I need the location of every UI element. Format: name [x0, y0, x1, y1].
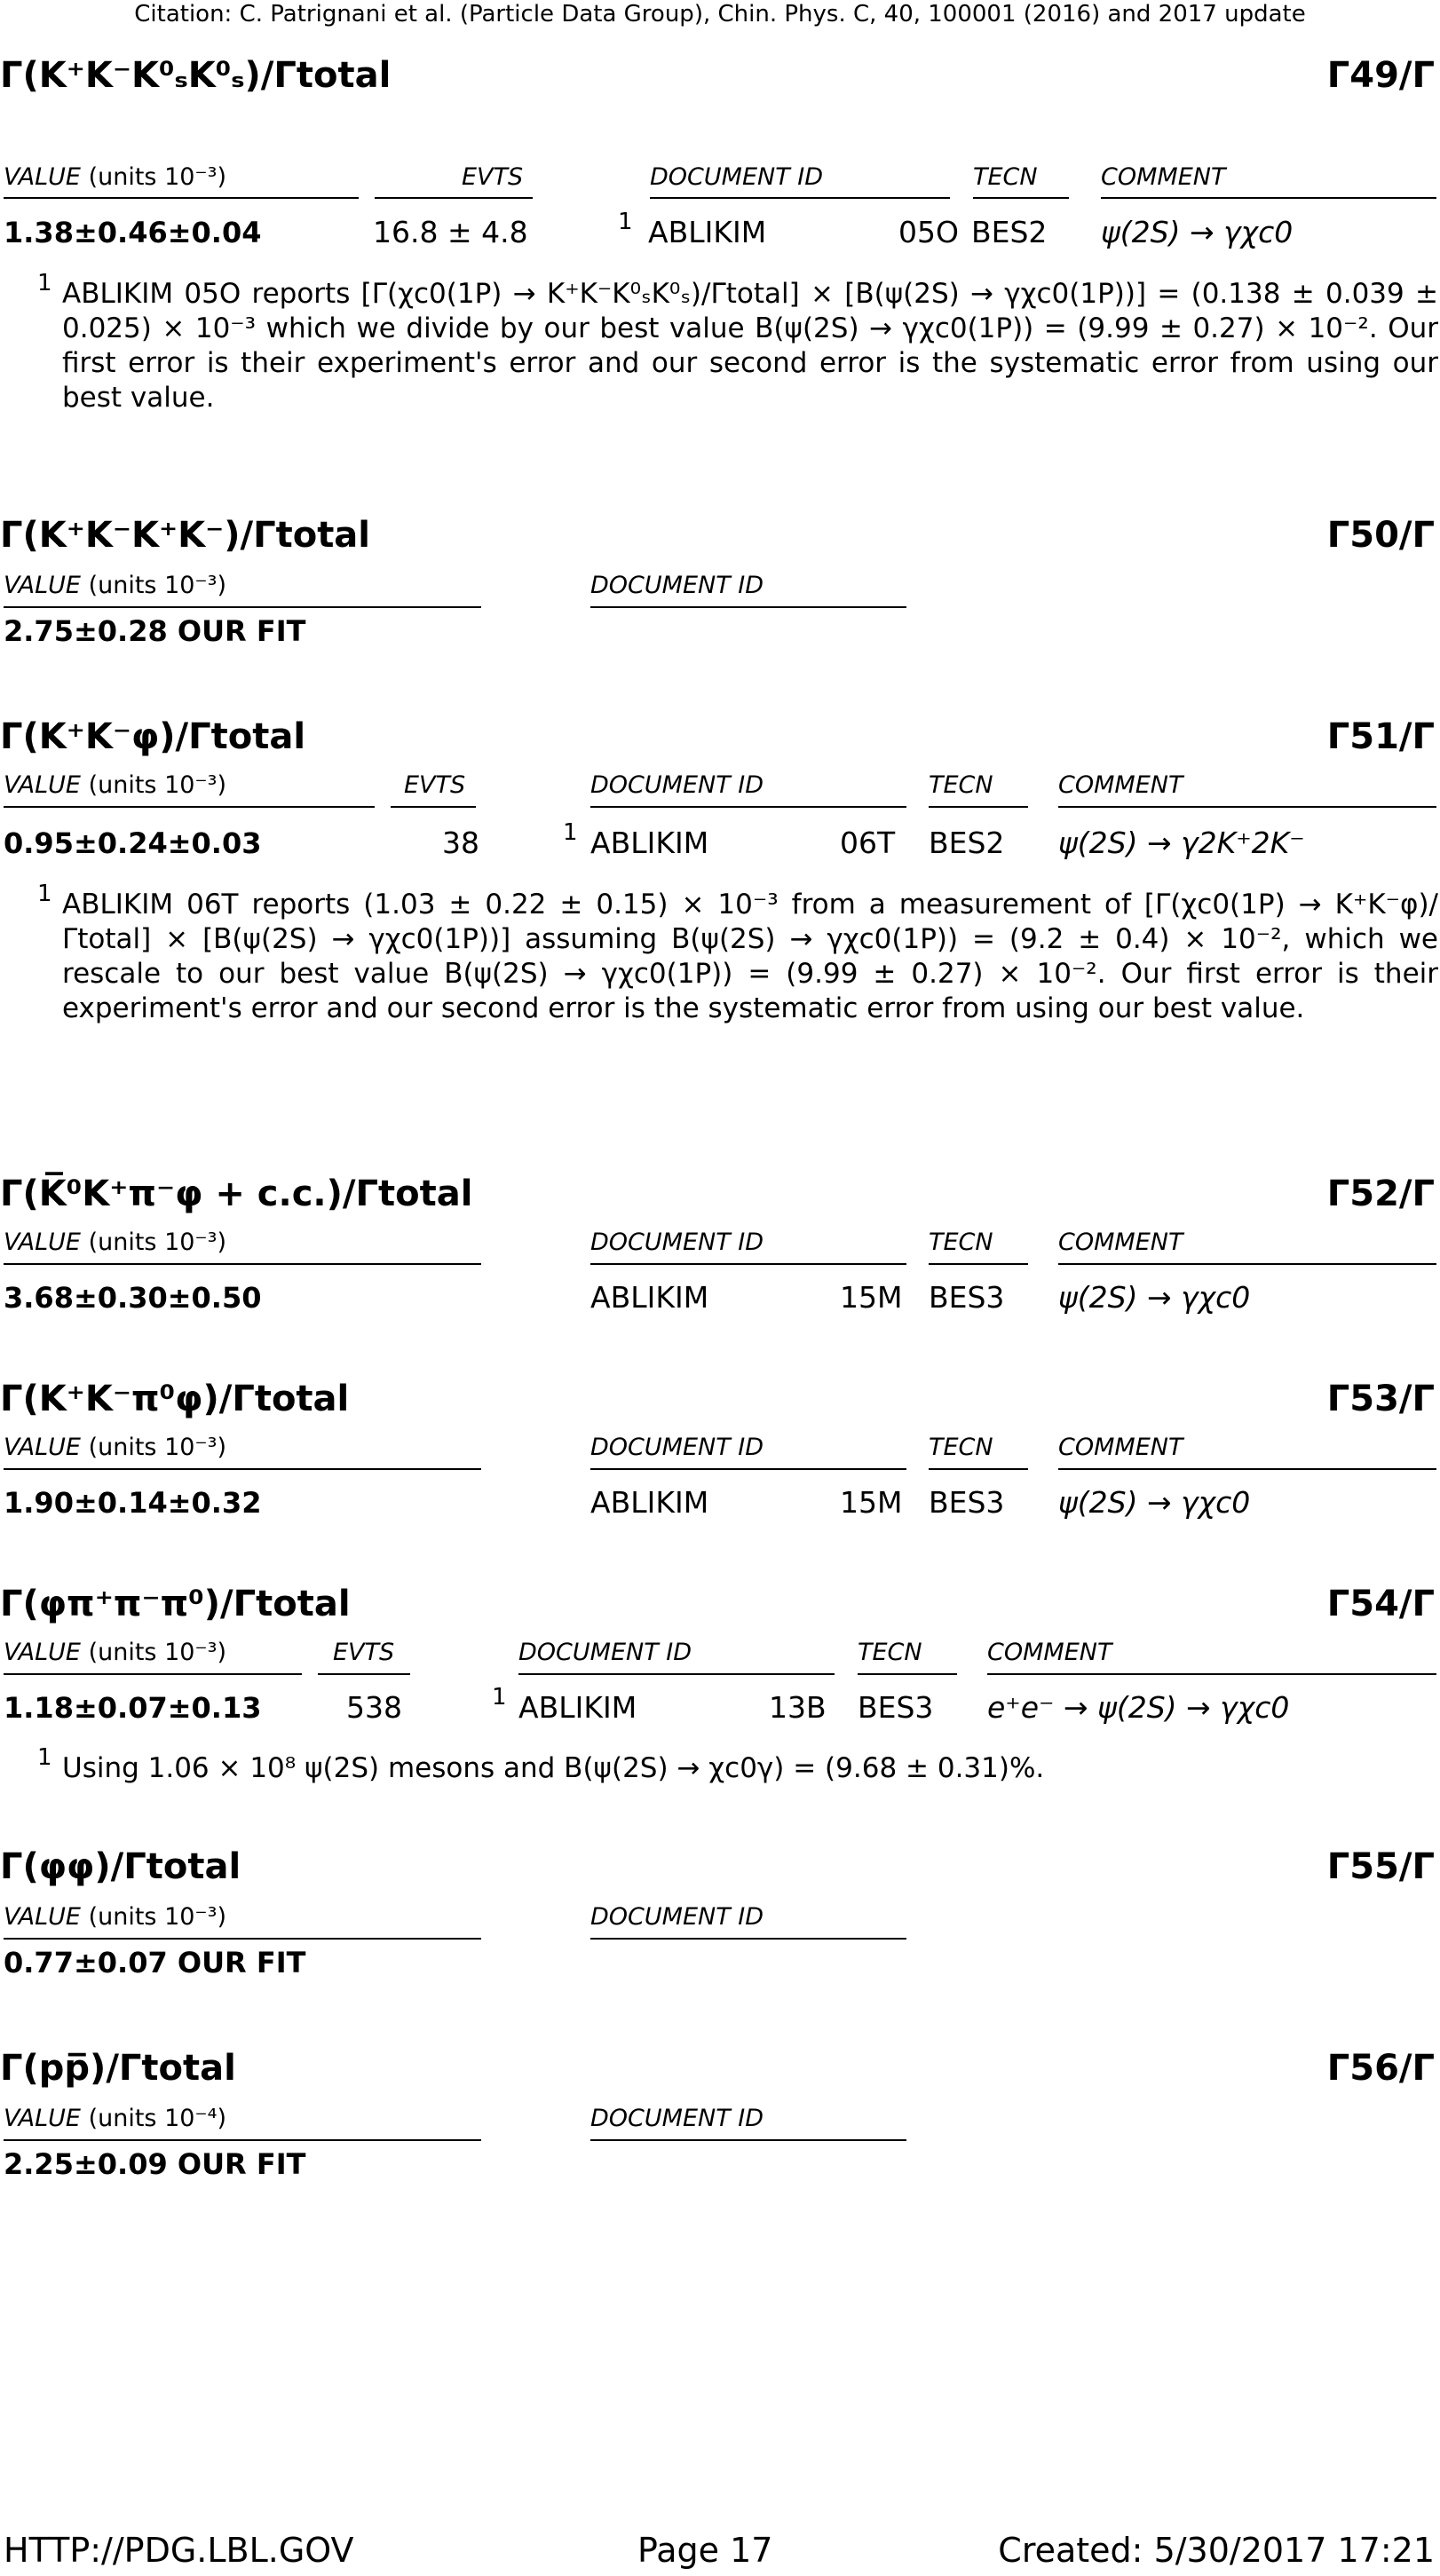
- document-id-value: ABLIKIM: [648, 215, 767, 249]
- footer-page-number: Page 17: [637, 2531, 773, 2570]
- measurement-value: 1.90±0.14±0.32: [4, 1486, 262, 1520]
- measurement-value: 1.38±0.46±0.04: [4, 216, 262, 249]
- measurement-value: 0.95±0.24±0.03: [4, 826, 262, 860]
- tecn-rule: [929, 1468, 1028, 1470]
- measurement-value: 2.75±0.28 OUR FIT: [4, 614, 306, 648]
- document-id-header: DOCUMENT ID: [590, 1229, 764, 1256]
- comment-rule: [987, 1673, 1436, 1675]
- citation-line: Citation: C. Patrignani et al. (Particle Data Group), Chin. Phys. C, 40, 100001 (2016) and 2017 update: [134, 1, 1306, 28]
- evts-header: EVTS: [404, 771, 466, 799]
- comment-header: COMMENT: [1058, 1434, 1183, 1461]
- section-gamma-label: Γ54/Γ: [1326, 1584, 1435, 1624]
- value-header: VALUE (units 10⁻³): [4, 163, 227, 191]
- value-rule: [4, 2139, 481, 2141]
- value-header: VALUE (units 10⁻⁴): [4, 2105, 227, 2132]
- value-header: VALUE (units 10⁻³): [4, 771, 227, 799]
- footnote-marker: 1: [618, 209, 633, 235]
- comment-rule: [1058, 806, 1436, 808]
- document-id-rule: [590, 2139, 906, 2141]
- value-rule: [4, 197, 359, 199]
- measurement-value: 1.18±0.07±0.13: [4, 1691, 262, 1725]
- document-id-rule: [590, 1263, 906, 1265]
- section-title: Γ(K⁺K⁻K⁺K⁻)/Γtotal: [0, 515, 371, 556]
- tecn-rule: [858, 1673, 957, 1675]
- footnote-text: ABLIKIM 05O reports [Γ(χc0(1P) → K⁺K⁻K⁰ₛK⁰ₛ)/Γtotal] × [B(ψ(2S) → γχc0(1P))] = (0.138 ± 0.039 ± 0.025) × 10⁻³ which we divide by our best value B(ψ(2S) → γχc0(1P)) = (9.99 ± 0.27) × 10⁻². Our first error is their experiment's error and our second error is the systematic error from using our best value.: [62, 278, 1438, 414]
- value-header: VALUE (units 10⁻³): [4, 572, 227, 599]
- footnote-text: Using 1.06 × 10⁸ ψ(2S) mesons and B(ψ(2S) → χc0γ) = (9.68 ± 0.31)%.: [62, 1752, 1045, 1784]
- comment-value: ψ(2S) → γχc0: [1101, 215, 1294, 249]
- section-gamma-label: Γ56/Γ: [1326, 2048, 1435, 2089]
- document-year: 05O: [898, 215, 959, 249]
- footnote-marker: 1: [492, 1684, 507, 1711]
- document-year: 13B: [769, 1690, 827, 1725]
- tecn-header: TECN: [973, 163, 1038, 191]
- comment-rule: [1101, 197, 1436, 199]
- tecn-value: BES3: [929, 1280, 1005, 1315]
- tecn-header: TECN: [929, 771, 993, 799]
- footnote-marker: 1: [563, 819, 578, 846]
- measurement-value: 0.77±0.07 OUR FIT: [4, 1946, 306, 1979]
- tecn-value: BES3: [858, 1690, 934, 1725]
- section-gamma-label: Γ50/Γ: [1326, 515, 1435, 556]
- section-gamma-label: Γ51/Γ: [1326, 716, 1435, 757]
- document-id-header: DOCUMENT ID: [590, 1903, 764, 1931]
- section-title: Γ(K̅⁰K⁺π⁻φ + c.c.)/Γtotal: [0, 1173, 473, 1214]
- document-id-value: ABLIKIM: [518, 1690, 637, 1725]
- section-title: Γ(φπ⁺π⁻π⁰)/Γtotal: [0, 1584, 351, 1624]
- section-title: Γ(K⁺K⁻K⁰ₛK⁰ₛ)/Γtotal: [0, 55, 392, 96]
- document-id-header: DOCUMENT ID: [590, 572, 764, 599]
- evts-rule: [391, 806, 476, 808]
- document-id-rule: [590, 806, 906, 808]
- footnote-number: 1: [37, 270, 52, 296]
- value-rule: [4, 1673, 302, 1675]
- document-id-header: DOCUMENT ID: [650, 163, 824, 191]
- evts-header: EVTS: [333, 1639, 395, 1666]
- measurement-value: 3.68±0.30±0.50: [4, 1281, 262, 1315]
- comment-header: COMMENT: [987, 1639, 1112, 1666]
- footnote: [37, 881, 1438, 1026]
- document-id-rule: [590, 1468, 906, 1470]
- evts-rule: [375, 197, 533, 199]
- footnote-number: 1: [37, 881, 52, 907]
- comment-rule: [1058, 1263, 1436, 1265]
- footer-created-date: Created: 5/30/2017 17:21: [998, 2531, 1435, 2570]
- tecn-value: BES2: [971, 215, 1048, 249]
- value-rule: [4, 806, 375, 808]
- evts-rule: [318, 1673, 410, 1675]
- document-year: 15M: [840, 1485, 903, 1520]
- comment-value: e⁺e⁻ → ψ(2S) → γχc0: [987, 1690, 1290, 1725]
- comment-value: ψ(2S) → γχc0: [1058, 1280, 1251, 1315]
- section-gamma-label: Γ49/Γ: [1326, 55, 1435, 96]
- value-header: VALUE (units 10⁻³): [4, 1229, 227, 1256]
- tecn-value: BES3: [929, 1485, 1005, 1520]
- evts-value: 538: [346, 1690, 402, 1725]
- section-gamma-label: Γ53/Γ: [1326, 1379, 1435, 1419]
- document-id-header: DOCUMENT ID: [590, 2105, 764, 2132]
- evts-header: EVTS: [462, 163, 524, 191]
- value-header: VALUE (units 10⁻³): [4, 1434, 227, 1461]
- document-id-value: ABLIKIM: [590, 826, 709, 860]
- value-header: VALUE (units 10⁻³): [4, 1639, 227, 1666]
- value-rule: [4, 1468, 481, 1470]
- section-title: Γ(φφ)/Γtotal: [0, 1846, 241, 1887]
- footnote-number: 1: [37, 1744, 52, 1771]
- section-title: Γ(K⁺K⁻φ)/Γtotal: [0, 716, 306, 757]
- value-header: VALUE (units 10⁻³): [4, 1903, 227, 1931]
- document-id-value: ABLIKIM: [590, 1280, 709, 1315]
- document-year: 06T: [840, 826, 896, 860]
- measurement-value: 2.25±0.09 OUR FIT: [4, 2147, 306, 2181]
- tecn-header: TECN: [929, 1229, 993, 1256]
- value-rule: [4, 1938, 481, 1940]
- tecn-rule: [929, 806, 1028, 808]
- comment-header: COMMENT: [1101, 163, 1226, 191]
- footnote: [37, 270, 1438, 415]
- tecn-header: TECN: [929, 1434, 993, 1461]
- evts-value: 16.8 ± 4.8: [373, 215, 528, 249]
- document-id-header: DOCUMENT ID: [590, 771, 764, 799]
- footnote-text: ABLIKIM 06T reports (1.03 ± 0.22 ± 0.15) × 10⁻³ from a measurement of [Γ(χc0(1P) → K⁺K⁻φ)/Γtotal] × [B(ψ(2S) → γχc0(1P))] assuming B(ψ(2S) → γχc0(1P)) = (9.2 ± 0.4) × 10⁻², which we rescale to our best value B(ψ(2S) → γχc0(1P)) = (9.99 ± 0.27) × 10⁻². Our first error is their experiment's error and our second error is the systematic error from using our best value.: [62, 889, 1438, 1024]
- document-id-rule: [590, 1938, 906, 1940]
- tecn-rule: [929, 1263, 1028, 1265]
- comment-value: ψ(2S) → γ2K⁺2K⁻: [1058, 826, 1305, 860]
- document-id-rule: [518, 1673, 835, 1675]
- value-rule: [4, 1263, 481, 1265]
- comment-header: COMMENT: [1058, 771, 1183, 799]
- tecn-value: BES2: [929, 826, 1005, 860]
- document-year: 15M: [840, 1280, 903, 1315]
- comment-header: COMMENT: [1058, 1229, 1183, 1256]
- section-gamma-label: Γ52/Γ: [1326, 1173, 1435, 1214]
- document-id-value: ABLIKIM: [590, 1485, 709, 1520]
- section-title: Γ(pp̅)/Γtotal: [0, 2048, 236, 2089]
- comment-value: ψ(2S) → γχc0: [1058, 1485, 1251, 1520]
- tecn-rule: [973, 197, 1069, 199]
- section-gamma-label: Γ55/Γ: [1326, 1846, 1435, 1887]
- footer-url: HTTP://PDG.LBL.GOV: [4, 2531, 354, 2570]
- evts-value: 38: [442, 826, 479, 860]
- section-title: Γ(K⁺K⁻π⁰φ)/Γtotal: [0, 1379, 350, 1419]
- document-id-header: DOCUMENT ID: [518, 1639, 692, 1666]
- document-id-header: DOCUMENT ID: [590, 1434, 764, 1461]
- document-id-rule: [590, 606, 906, 608]
- footnote: [37, 1744, 1438, 1786]
- document-id-rule: [650, 197, 950, 199]
- tecn-header: TECN: [858, 1639, 922, 1666]
- value-rule: [4, 606, 481, 608]
- comment-rule: [1058, 1468, 1436, 1470]
